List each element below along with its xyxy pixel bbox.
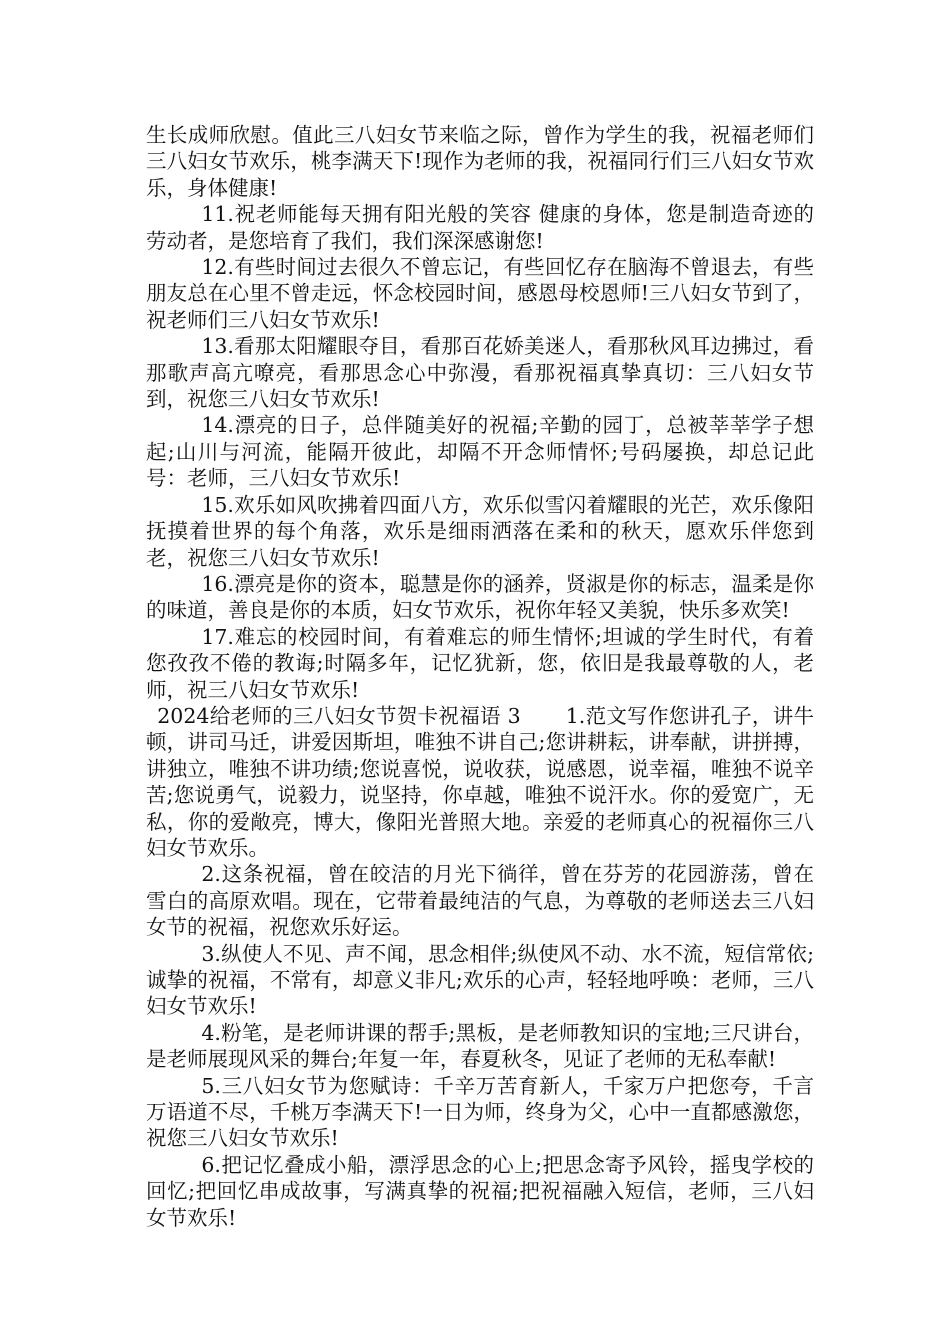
- paragraph-item-1: 1.范文写作您讲孔子，讲牛顿，讲司马迁，讲爱因斯坦，唯独不讲自己;您讲耕耘，讲奉献，讲拼搏，讲独立，唯独不讲功绩;您说喜悦，说收获，说感恩，说幸福，唯独不说辛苦;您说勇气，说毅力，说坚持，你卓越，唯独不说汗水。你的爱宽广，无私，你的爱敞亮，博大，像阳光普照大地。亲爱的老师真心的祝福你三八妇女节欢乐。: [146, 703, 815, 860]
- section-heading: 2024给老师的三八妇女节贺卡祝福语 3: [157, 703, 521, 728]
- paragraph-item-11: 11.祝老师能每天拥有阳光般的笑容 健康的身体，您是制造奇迹的劳动者，是您培育了我们，我们深深感谢您!: [146, 202, 814, 253]
- paragraph-item-17: 17.难忘的校园时间，有着难忘的师生情怀;坦诚的学生时代，有着您孜孜不倦的教诲;时隔多年，记忆犹新，您，依旧是我最尊敬的人，老师，祝三八妇女节欢乐!: [146, 624, 814, 702]
- section-3-paragraph: [146, 703, 814, 861]
- paragraph-item-5: 5.三八妇女节为您赋诗：千辛万苦育新人，千家万户把您夸，千言万语道不尽，千桃万李满天下!一日为师，终身为父，心中一直都感激您，祝您三八妇女节欢乐!: [146, 1073, 814, 1151]
- paragraph-item-16: 16.漂亮是你的资本，聪慧是你的涵养，贤淑是你的标志，温柔是你的味道，善良是你的本质，妇女节欢乐，祝你年轻又美貌，快乐多欢笑!: [146, 571, 814, 623]
- paragraph-intro: 生长成师欣慰。值此三八妇女节来临之际，曾作为学生的我，祝福老师们三八妇女节欢乐，桃李满天下!现作为老师的我，祝福同行们三八妇女节欢乐，身体健康!: [146, 123, 814, 200]
- document-page: [146, 122, 814, 1231]
- paragraph-item-6: 6.把记忆叠成小船，漂浮思念的心上;把思念寄予风铃，摇曳学校的回忆;把回忆串成故事，写满真挚的祝福;把祝福融入短信，老师，三八妇女节欢乐!: [146, 1152, 814, 1230]
- paragraph-item-14: 14.漂亮的日子，总伴随美好的祝福;辛勤的园丁，总被莘莘学子想起;山川与河流，能隔开彼此，却隔不开念师情怀;号码屡换，却总记此号：老师，三八妇女节欢乐!: [146, 413, 814, 491]
- paragraph-item-12: 12.有些时间过去很久不曾忘记，有些回忆存在脑海不曾退去，有些朋友总在心里不曾走远，怀念校园时间，感恩母校恩师!三八妇女节到了，祝老师们三八妇女节欢乐!: [146, 255, 814, 332]
- paragraph-item-15: 15.欢乐如风吹拂着四面八方，欢乐似雪闪着耀眼的光芒，欢乐像阳抚摸着世界的每个角落，欢乐是细雨洒落在柔和的秋天，愿欢乐伴您到老，祝您三八妇女节欢乐!: [146, 492, 814, 570]
- paragraph-item-13: 13.看那太阳耀眼夺目，看那百花娇美迷人，看那秋风耳边拂过，看那歌声高亢嘹亮，看那思念心中弥漫，看那祝福真挚真切：三八妇女节到，祝您三八妇女节欢乐!: [146, 334, 814, 412]
- paragraph-item-3: 3.纵使人不见、声不闻，思念相伴;纵使风不动、水不流，短信常依;诚挚的祝福，不常有，却意义非凡;欢乐的心声，轻轻地呼唤：老师，三八妇女节欢乐!: [146, 941, 814, 1019]
- paragraph-item-4: 4.粉笔，是老师讲课的帮手;黑板，是老师教知识的宝地;三尺讲台，是老师展现风采的舞台;年复一年，春夏秋冬，见证了老师的无私奉献!: [146, 1020, 814, 1072]
- paragraph-item-2: 2.这条祝福，曾在皎洁的月光下徜徉，曾在芬芳的花园游荡，曾在雪白的高原欢唱。现在，它带着最纯洁的气息，为尊敬的老师送去三八妇女节的祝福，祝您欢乐好运。: [146, 862, 814, 940]
